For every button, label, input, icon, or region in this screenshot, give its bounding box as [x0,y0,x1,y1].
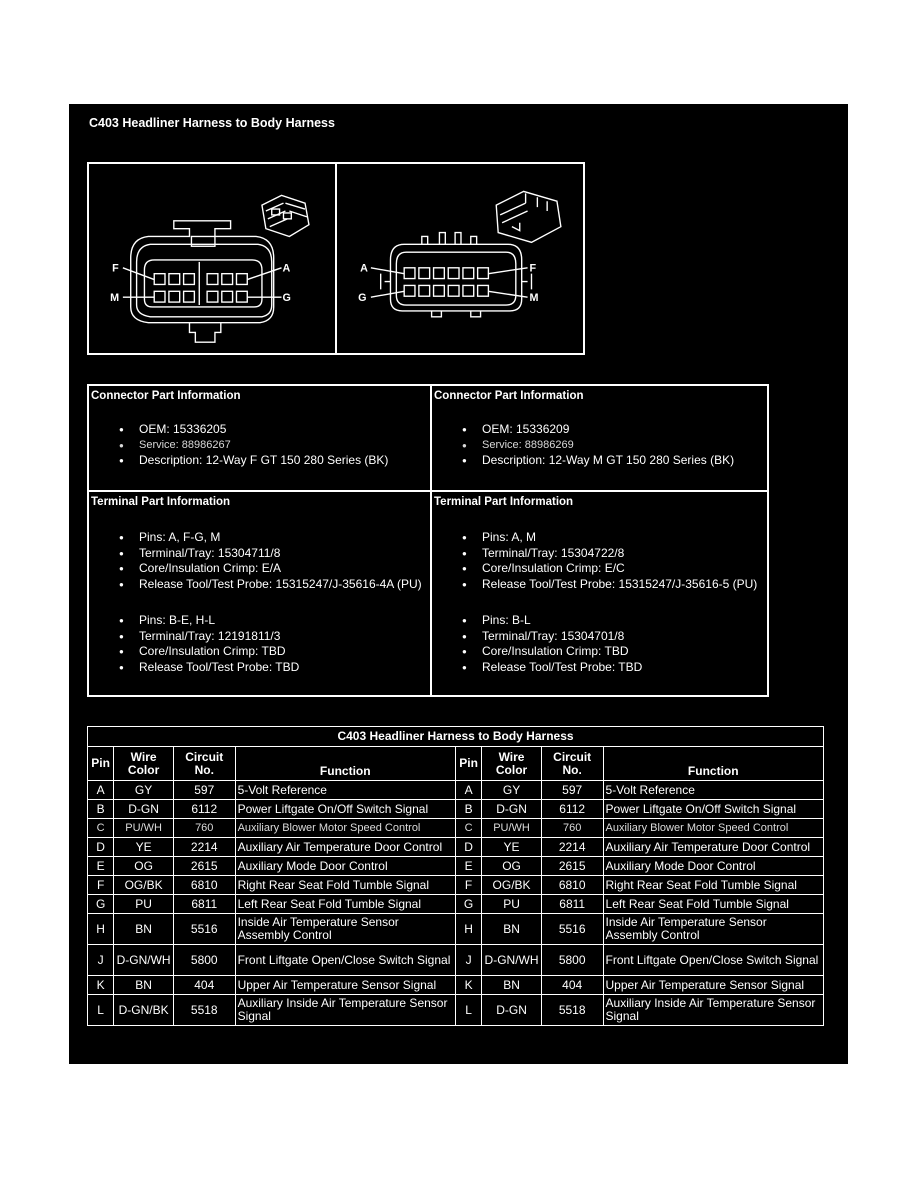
function-cell: Upper Air Temperature Sensor Signal [603,976,823,995]
pin-label-F: F [529,262,537,275]
pin-cell: H [88,914,114,945]
part-information-grid [87,384,769,697]
column-header-wire-color: Wire Color [114,747,174,781]
column-header-function: Function [603,747,823,781]
wire-color-cell: GY [482,781,542,800]
table-row [88,976,824,995]
function-cell: Auxiliary Blower Motor Speed Control [235,819,455,838]
connector-info-list [462,422,734,469]
list-item: ● Pins: B-E, H-L [119,613,299,629]
connector-iso-icon [262,195,309,236]
function-cell: Auxiliary Air Temperature Door Control [235,838,455,857]
wire-color-cell: BN [482,976,542,995]
terminal-info-header: Terminal Part Information [434,496,574,508]
circuit-cell: 6811 [541,895,603,914]
table-row [88,838,824,857]
female-connector-drawing [89,164,335,353]
circuit-cell: 6112 [173,800,235,819]
connector-info-header: Connector Part Information [434,390,584,402]
wire-color-cell: OG/BK [482,876,542,895]
circuit-cell: 6810 [173,876,235,895]
list-item: ● Service: 88986269 [462,438,734,454]
circuit-cell: 2214 [541,838,603,857]
pin-label-F: F [112,262,119,275]
column-header-function: Function [235,747,455,781]
circuit-cell: 5518 [541,995,603,1026]
column-header-pin: Pin [455,747,481,781]
list-item: ● Pins: B-L [462,613,642,629]
function-cell: Right Rear Seat Fold Tumble Signal [235,876,455,895]
pin-label-G: G [358,292,367,305]
list-item: ● Terminal/Tray: 15304711/8 [119,546,422,562]
wire-color-cell: D-GN [482,995,542,1026]
function-cell: Upper Air Temperature Sensor Signal [235,976,455,995]
pin-function-table [87,726,824,1026]
pin-cell: E [88,857,114,876]
table-row [88,819,824,838]
function-cell: Auxiliary Inside Air Temperature Sensor Signal [235,995,455,1026]
table-row [88,781,824,800]
pin-cell: F [88,876,114,895]
wire-color-cell: PU [482,895,542,914]
wire-color-cell: OG/BK [114,876,174,895]
pin-cell: C [455,819,481,838]
list-item: ● Terminal/Tray: 12191811/3 [119,629,299,645]
circuit-cell: 5518 [173,995,235,1026]
circuit-cell: 5800 [541,945,603,976]
circuit-cell: 5800 [173,945,235,976]
list-item: ● Service: 88986267 [119,438,388,454]
list-item: ● Core/Insulation Crimp: TBD [119,644,299,660]
circuit-cell: 5516 [173,914,235,945]
function-cell: Left Rear Seat Fold Tumble Signal [603,895,823,914]
connector-diagram-female [87,162,337,355]
pin-cell: F [455,876,481,895]
pin-label-A: A [282,262,291,275]
list-item: ● Pins: A, M [462,530,757,546]
table-row [88,995,824,1026]
pin-cell: G [455,895,481,914]
function-cell: 5-Volt Reference [235,781,455,800]
list-item: ● Release Tool/Test Probe: TBD [119,660,299,676]
terminal-group-1 [462,530,757,592]
pin-label-M: M [110,292,120,305]
pin-cell: J [88,945,114,976]
wire-color-cell: D-GN/WH [114,945,174,976]
list-item: ● Release Tool/Test Probe: 15315247/J-35616-5 (PU) [462,577,757,593]
list-item: ● Core/Insulation Crimp: TBD [462,644,642,660]
wire-color-cell: D-GN/BK [114,995,174,1026]
wire-color-cell: D-GN [114,800,174,819]
table-row [88,876,824,895]
terminal-info-right [430,490,769,697]
list-item: ● Pins: A, F-G, M [119,530,422,546]
connector-info-header: Connector Part Information [91,390,241,402]
function-cell: Inside Air Temperature Sensor Assembly Control [235,914,455,945]
circuit-cell: 2615 [541,857,603,876]
function-cell: Front Liftgate Open/Close Switch Signal [603,945,823,976]
terminal-group-2 [462,613,642,675]
circuit-cell: 597 [541,781,603,800]
list-item: ● Core/Insulation Crimp: E/A [119,561,422,577]
column-header-wire-color: Wire Color [482,747,542,781]
function-cell: Auxiliary Mode Door Control [235,857,455,876]
function-cell: Auxiliary Air Temperature Door Control [603,838,823,857]
function-cell: 5-Volt Reference [603,781,823,800]
wire-color-cell: PU/WH [482,819,542,838]
pin-cell: J [455,945,481,976]
wire-color-cell: YE [482,838,542,857]
pin-cell: L [455,995,481,1026]
list-item: ● Terminal/Tray: 15304722/8 [462,546,757,562]
male-connector-drawing [337,164,583,353]
pin-cell: K [455,976,481,995]
pin-cell: B [88,800,114,819]
pin-cell: D [455,838,481,857]
circuit-cell: 5516 [541,914,603,945]
wire-color-cell: BN [114,914,174,945]
pin-label-M: M [529,292,539,305]
connector-diagram-male [335,162,585,355]
table-row [88,800,824,819]
list-item: ● Description: 12-Way M GT 150 280 Series (BK) [462,453,734,469]
function-cell: Auxiliary Inside Air Temperature Sensor Signal [603,995,823,1026]
wire-color-cell: YE [114,838,174,857]
function-cell: Right Rear Seat Fold Tumble Signal [603,876,823,895]
table-row [88,857,824,876]
connector-info-left [87,384,432,492]
document-panel [69,104,848,1064]
pin-cell: G [88,895,114,914]
list-item: ● Core/Insulation Crimp: E/C [462,561,757,577]
circuit-cell: 6112 [541,800,603,819]
terminal-group-1 [119,530,422,592]
pin-cell: B [455,800,481,819]
function-cell: Front Liftgate Open/Close Switch Signal [235,945,455,976]
function-cell: Left Rear Seat Fold Tumble Signal [235,895,455,914]
list-item: ● OEM: 15336205 [119,422,388,438]
column-header-circuit-no: Circuit No. [173,747,235,781]
pin-cell: K [88,976,114,995]
list-item: ● Terminal/Tray: 15304701/8 [462,629,642,645]
function-cell: Power Liftgate On/Off Switch Signal [603,800,823,819]
pin-label-G: G [282,292,291,305]
connector-info-list [119,422,388,469]
function-cell: Auxiliary Mode Door Control [603,857,823,876]
wire-color-cell: OG [114,857,174,876]
table-row [88,945,824,976]
wire-color-cell: D-GN/WH [482,945,542,976]
list-item: ● Release Tool/Test Probe: 15315247/J-35616-4A (PU) [119,577,422,593]
list-item: ● Description: 12-Way F GT 150 280 Series (BK) [119,453,388,469]
pin-cell: E [455,857,481,876]
wire-color-cell: D-GN [482,800,542,819]
circuit-cell: 404 [173,976,235,995]
circuit-cell: 2615 [173,857,235,876]
wire-color-cell: BN [114,976,174,995]
table-row [88,914,824,945]
table-body [88,781,824,1026]
function-cell: Auxiliary Blower Motor Speed Control [603,819,823,838]
circuit-cell: 6811 [173,895,235,914]
pin-cell: H [455,914,481,945]
pin-cell: A [88,781,114,800]
column-header-pin: Pin [88,747,114,781]
wire-color-cell: PU/WH [114,819,174,838]
circuit-cell: 597 [173,781,235,800]
pin-label-A: A [360,262,368,275]
page-title: C403 Headliner Harness to Body Harness [89,116,335,130]
function-cell: Power Liftgate On/Off Switch Signal [235,800,455,819]
connector-iso-icon [496,191,561,242]
wire-color-cell: OG [482,857,542,876]
terminal-group-2 [119,613,299,675]
circuit-cell: 6810 [541,876,603,895]
table-title: C403 Headliner Harness to Body Harness [88,727,824,747]
function-cell: Inside Air Temperature Sensor Assembly Control [603,914,823,945]
connector-info-right [430,384,769,492]
wire-color-cell: PU [114,895,174,914]
circuit-cell: 760 [541,819,603,838]
column-header-circuit-no: Circuit No. [541,747,603,781]
wire-color-cell: GY [114,781,174,800]
circuit-cell: 2214 [173,838,235,857]
circuit-cell: 760 [173,819,235,838]
list-item: ● OEM: 15336209 [462,422,734,438]
table-row [88,895,824,914]
circuit-cell: 404 [541,976,603,995]
pin-cell: D [88,838,114,857]
pin-cell: L [88,995,114,1026]
wire-color-cell: BN [482,914,542,945]
pin-cell: A [455,781,481,800]
list-item: ● Release Tool/Test Probe: TBD [462,660,642,676]
terminal-info-header: Terminal Part Information [91,496,231,508]
terminal-info-left [87,490,432,697]
pin-cell: C [88,819,114,838]
